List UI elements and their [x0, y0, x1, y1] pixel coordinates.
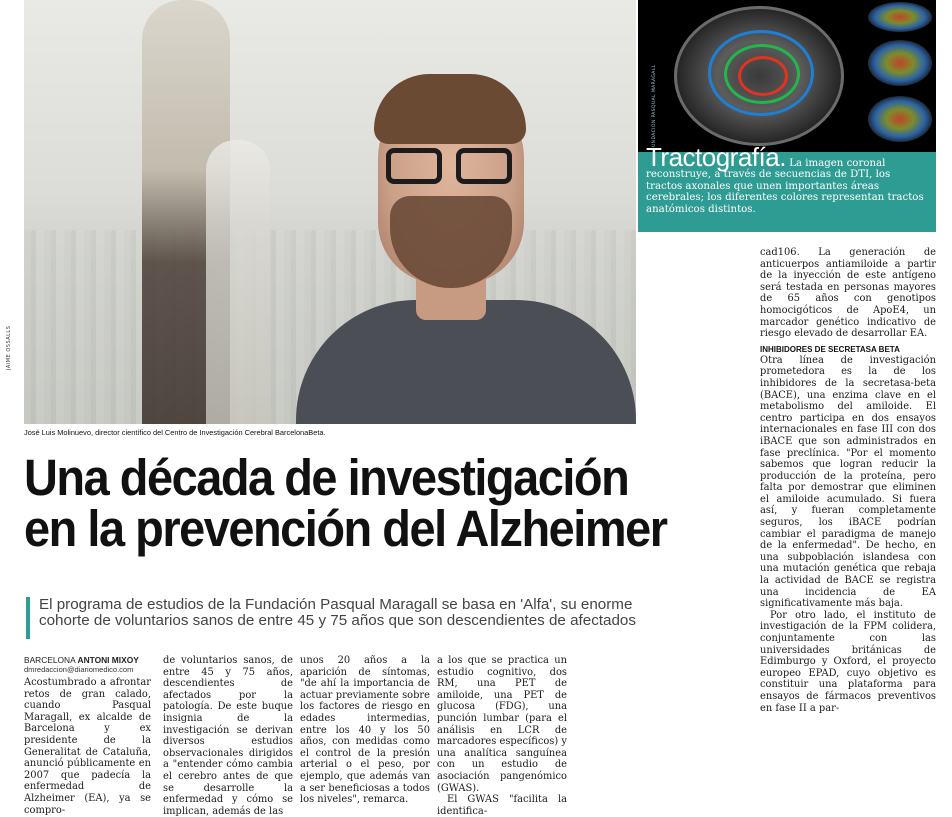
byline	[24, 655, 151, 665]
paragraph: Otra línea de investigación prometedora es la de los inhibidores de la secretasa-beta (BACE), una enzima clave en el metabolismo del amiloide. El centro participa en dos ensayos internacionales en fase III con dos iBACE que son administrados en fase preclínica. "Por el momento sabemos que logran reducir la producción de la proteína, pero falta por demostrar que eliminen el amiloide acumulado. Si fuera así, y fueran completamente seguros, los iBACE podrían cambiar el paradigma de manejo de la enfermedad". De hecho, en una subpoblación islandesa con una mutación genética que rebaja la actividad de BACE se registra una incidencia de EA significativamente más baja.	[760, 354, 936, 610]
tractography-text: La imagen coronal reconstruye, a través de secuencias de DTI, los tractos axonales que unen importantes áreas cerebrales; los diferentes colores representan tractos anatómicos distintos.	[646, 158, 924, 215]
paragraph: Por otro lado, el instituto de investigación de la FPM colidera, conjuntamente con las universidades británicas de Edimburgo y Oxford, el proyecto europeo EPAD, cuyo objetivo es constituir una plataforma para ensayos de fármacos preventivos en fase II a par-	[760, 609, 936, 714]
headline-line-2: en la prevención del Alzheimer	[24, 500, 667, 557]
deck-line-1: El programa de estudios de la Fundación Pasqual Maragall se basa en 'Alfa', su enorme	[39, 596, 633, 613]
brain-thumbnail	[868, 96, 932, 142]
author-email: dmredaccion@diariomedico.com	[24, 665, 134, 674]
byline-city: BARCELONA	[24, 655, 76, 665]
body-column-4	[437, 655, 567, 817]
byline-author: ANTONI MIXOY	[77, 655, 139, 665]
paragraph: cad106. La generación de anticuerpos antiamiloide a partir de la inyección de este antígeno será testada en personas mayores de 65 años con genotipos homocigóticos de ApoE4, un marcador genético indicativo de riesgo elevado de desarrollar EA.	[760, 247, 936, 340]
paragraph: de voluntarios sanos, de entre 45 y 75 años, descendientes de afectados por la patología. De este buque insignia de la investigación se derivan diversos estudios observacionales dirigidos a "entender cómo cambia el cerebro antes de que se desarrolle la enfermedad y cómo se implican, además de las	[163, 655, 293, 817]
right-column	[760, 247, 936, 714]
deck	[26, 597, 750, 639]
body-column-2	[163, 655, 293, 817]
body-column-1	[24, 655, 151, 816]
paragraph: El GWAS "facilita la identifica-	[437, 794, 567, 817]
fiber-tract	[738, 56, 788, 96]
photo-credit: JAIME OSSALLS	[6, 325, 12, 370]
portrait-hair	[374, 74, 526, 144]
subheading: INHIBIDORES DE SECRETASA BETA	[760, 344, 900, 354]
tractography-title: Tractografía.	[646, 142, 786, 172]
main-photo	[24, 0, 636, 424]
deck-line-2: cohorte de voluntarios sanos de entre 45 y 75 años que son descendientes de afectados	[39, 612, 636, 629]
brain-thumbnail	[868, 40, 932, 86]
paragraph: a los que se practica un estudio cognitivo, dos RM, una PET de amiloide, una PET de glucosa (FDG), una punción lumbar (para el análisis en LCR de marcadores específicos) y una analítica sanguínea con un estudio de asociación pangenómico (GWAS).	[437, 655, 567, 794]
figure-credit: FUNDACIÓN PASQUAL MARAGALL	[652, 64, 657, 150]
photo-caption: José Luis Molinuevo, director científico del Centro de Investigación Cerebral BarcelonaBeta.	[24, 428, 326, 437]
tractography-box	[638, 0, 936, 232]
brain-thumbnail	[868, 2, 932, 32]
headline-line-1: Una década de investigación	[24, 449, 629, 506]
paragraph: Acostumbrado a afrontar retos de gran calado, cuando Pasqual Maragall, ex alcalde de Barcelona y ex presidente de la Generalitat de Cataluña, anunció públicamente en 2007 que padecía la enfermedad de Alzheimer (EA), ya se compro-	[24, 677, 151, 816]
portrait-glasses	[386, 148, 518, 188]
brain-scan-image	[638, 0, 936, 152]
tractography-caption	[646, 142, 928, 215]
body-column-3	[300, 655, 430, 806]
background-figure-elderly	[206, 140, 270, 424]
paragraph: unos 20 años a la aparición de síntomas, "de ahí la importancia de actuar previamente sobre los factores de riesgo en edades intermedias, entre los 40 y los 50 años, con medidas como el control de la presión arterial o el peso, por ejemplo, que además van a ser beneficiosas a todos los niveles", remarca.	[300, 655, 430, 806]
headline	[24, 449, 686, 557]
